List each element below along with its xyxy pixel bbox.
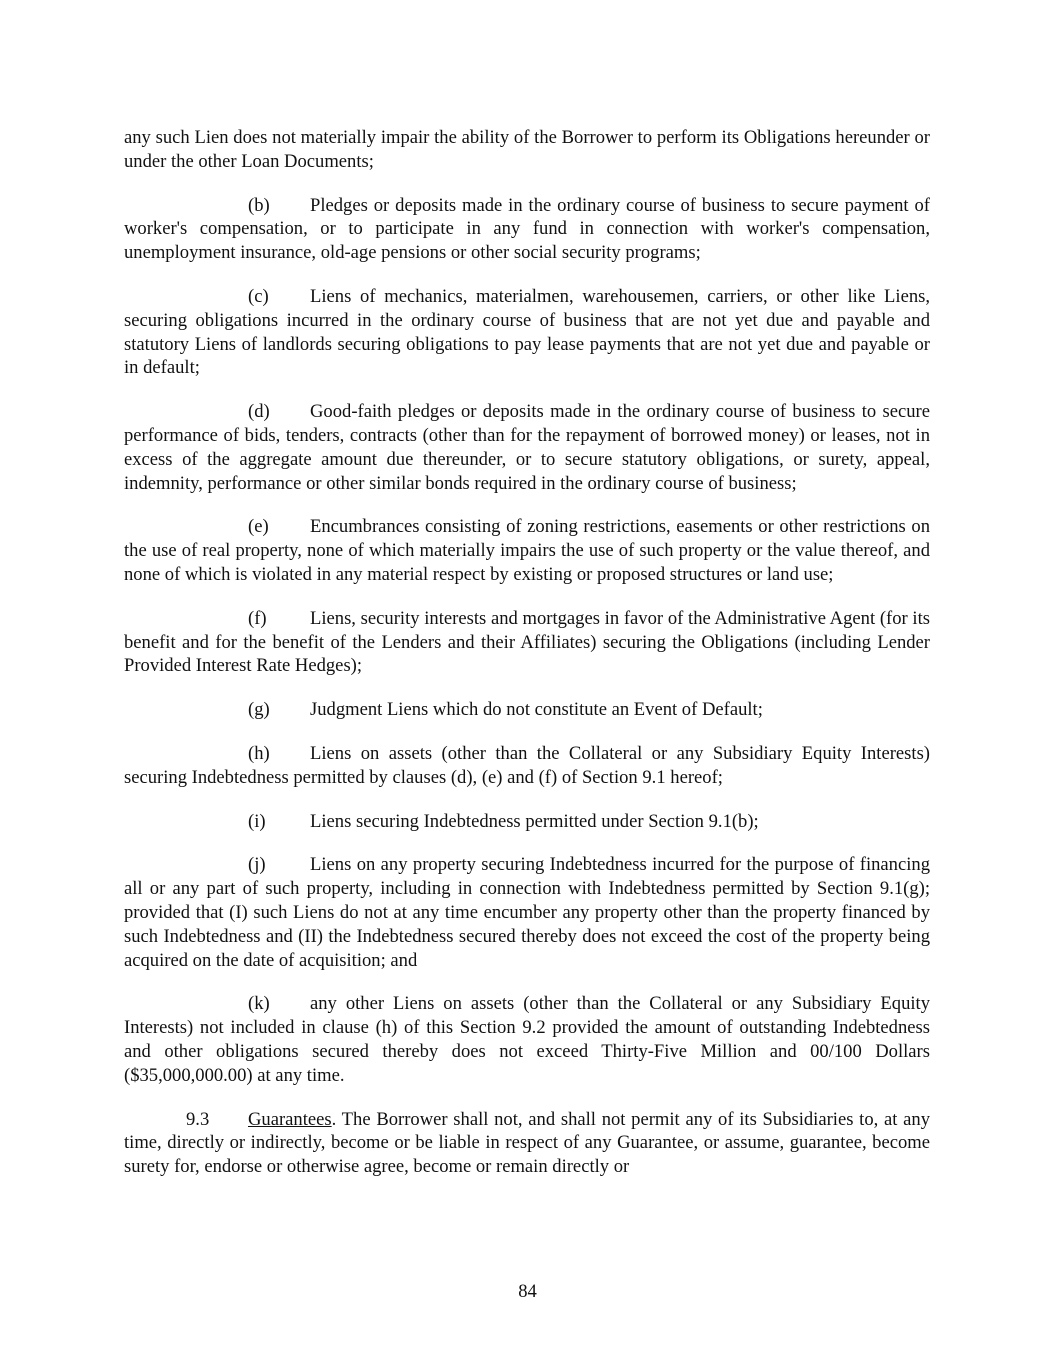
section-number: 9.3 [186, 1108, 210, 1130]
clause-label: (f) [248, 607, 267, 629]
clause-label: (h) [248, 742, 270, 764]
page-number: 84 [518, 1281, 537, 1302]
clause-paragraph [124, 992, 930, 1087]
clause-text: Good-faith pledges or deposits made in the ordinary course of business to secure performance of bids, tenders, contracts (other than for the repayment of borrowed money) or leases, not in excess of the aggregate amount due thereunder, or to secure statutory obligations, or surety, appeal, indemnity, performance or other similar bonds required in the ordinary course of business; [124, 401, 930, 494]
clause-label: (c) [248, 285, 269, 307]
clause-paragraph [124, 400, 930, 495]
clause-label: (j) [248, 854, 266, 876]
clause-paragraph [124, 853, 930, 972]
clause-text: Encumbrances consisting of zoning restrictions, easements or other restrictions on the use of real property, none of which materially impairs the use of such property or the value thereof, and none of which is violated in any material respect by existing or proposed structures or land use; [124, 516, 930, 585]
clause-paragraph [124, 285, 930, 380]
clause-text: Liens on assets (other than the Collateral or any Subsidiary Equity Interests) securing Indebtedness permitted by clauses (d), (e) and (f) of Section 9.1 hereof; [124, 742, 930, 788]
clause-text: Judgment Liens which do not constitute an Event of Default; [310, 699, 763, 721]
clause-paragraph [124, 607, 930, 678]
clause-text: Liens, security interests and mortgages in favor of the Administrative Agent (for its benefit and for the benefit of the Lenders and their Affiliates) securing the Obligations (including Lender Provided Interest Rate Hedges); [124, 607, 930, 677]
intro-paragraph: any such Lien does not materially impair the ability of the Borrower to perform its Obligations hereunder or under the other Loan Documents; [124, 127, 930, 172]
clause-paragraph [124, 698, 930, 722]
clause-text: Liens securing Indebtedness permitted under Section 9.1(b); [310, 810, 759, 832]
clause-label: (b) [248, 194, 270, 216]
clause-text: any other Liens on assets (other than the Collateral or any Subsidiary Equity Interests) not included in clause (h) of this Section 9.2 provided the amount of outstanding Indebtedness and other obligations secured thereby does not exceed Thirty-Five Million and 00/100 Dollars ($35,000,000.00) at any time. [124, 993, 930, 1086]
clause-list [124, 194, 930, 1088]
section-paragraph [124, 1108, 930, 1179]
section-heading: Guarantees [248, 1108, 332, 1130]
clause-paragraph [124, 810, 930, 834]
clause-label: (k) [248, 993, 270, 1015]
clause-paragraph [124, 742, 930, 790]
document-page [124, 126, 930, 1199]
clause-text: Pledges or deposits made in the ordinary course of business to secure payment of worker's compensation, or to participate in any fund in connection with worker's compensation, unemployment insurance, old-age pensions or other social security programs; [124, 194, 930, 264]
clause-label: (d) [248, 401, 270, 423]
clause-text: Liens on any property securing Indebtedness incurred for the purpose of financing all or any part of such property, including in connection with Indebtedness permitted by Section 9.1(g); provided that (I) such Liens do not at any time encumber any property other than the property financed by such Indebtedness and (II) the Indebtedness secured thereby does not exceed the cost of the property being acquired on the date of acquisition; and [124, 854, 930, 971]
clause-label: (g) [248, 699, 270, 721]
clause-text: Liens of mechanics, materialmen, warehousemen, carriers, or other like Liens, securing obligations incurred in the ordinary course of business that are not yet due and payable and statutory Liens of landlords securing obligations to pay lease payments that are not yet due and payable or in default; [124, 285, 930, 379]
clause-label: (i) [248, 810, 266, 832]
clause-paragraph [124, 194, 930, 265]
clause-paragraph [124, 515, 930, 586]
clause-label: (e) [248, 516, 269, 538]
section-text: . The Borrower shall not, and shall not permit any of its Subsidiaries to, at any time, directly or indirectly, become or be liable in respect of any Guarantee, or assume, guarantee, become surety for, endorse or otherwise agree, become or remain directly or [124, 1108, 930, 1178]
